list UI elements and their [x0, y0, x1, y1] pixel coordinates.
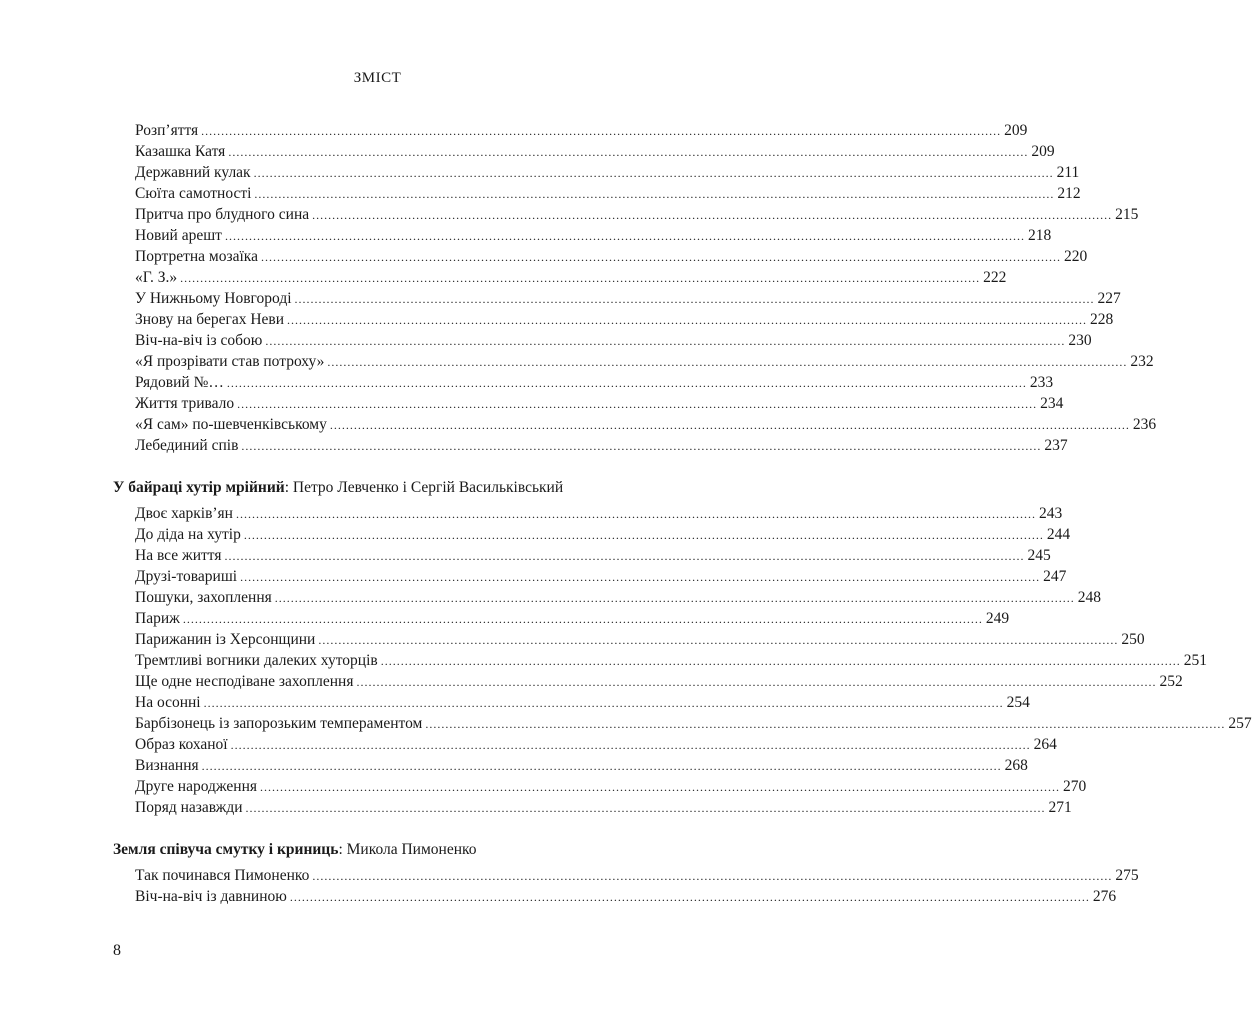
toc-entry-page: 230 [1068, 332, 1092, 349]
toc-entry [135, 503, 1063, 524]
toc-entry-page: 252 [1159, 673, 1183, 690]
toc-entry [135, 351, 1154, 372]
toc-entry-title: Так починався Пимоненко [135, 867, 310, 884]
toc-entry [135, 288, 1121, 309]
toc-entry-title: До діда на хутір [135, 526, 241, 543]
dot-leader: ........................................................................................................................................................................................................ [237, 397, 1038, 411]
toc-entry-list [135, 865, 1139, 907]
toc-entry [135, 755, 1028, 776]
toc-entry-title: Розп’яття [135, 122, 199, 139]
toc-entry-page: 249 [985, 610, 1010, 627]
toc-entry [135, 162, 1080, 183]
toc-entry [135, 393, 1064, 414]
toc-entry-title: Знову на берегах Неви [135, 311, 285, 328]
dot-leader: ........................................................................................................................................................................................................ [245, 801, 1046, 815]
dot-leader: ........................................................................................................................................................................................................ [294, 292, 1095, 306]
toc-entry-page: 257 [1228, 715, 1252, 732]
dot-leader: ........................................................................................................................................................................................................ [224, 549, 1025, 563]
dot-leader: ........................................................................................................................................................................................................ [235, 507, 1036, 521]
toc-entry-page: 270 [1063, 778, 1087, 795]
dot-leader: ........................................................................................................................................................................................................ [180, 271, 981, 285]
toc-entry-title: «Я прозрівати став потроху» [135, 353, 325, 370]
toc-entry-title: Парижанин із Херсонщини [135, 631, 316, 648]
toc-entry-title: «Я сам» по-шевченківському [135, 416, 327, 433]
toc-entry-title: Портретна мозаїка [135, 248, 258, 265]
dot-leader: ........................................................................................................................................................................................................ [230, 738, 1031, 752]
toc-entry-title: Двоє харків’ян [135, 505, 233, 522]
toc-entry-title: На все життя [135, 547, 222, 564]
dot-leader: ........................................................................................................................................................................................................ [289, 890, 1090, 904]
toc-entry [135, 372, 1054, 393]
toc-entry [135, 524, 1071, 545]
dot-leader: ........................................................................................................................................................................................................ [201, 124, 1002, 138]
toc-entry-title: Образ коханої [135, 736, 228, 753]
toc-entry [135, 692, 1030, 713]
dot-leader: ........................................................................................................................................................................................................ [254, 187, 1055, 201]
dot-leader: ........................................................................................................................................................................................................ [182, 612, 983, 626]
toc-entry-page: 271 [1048, 799, 1072, 816]
toc-entry [135, 797, 1072, 818]
toc-entry-title: Віч-на-віч із давниною [135, 888, 287, 905]
toc-section [113, 477, 1252, 818]
toc-entry-page: 237 [1044, 437, 1068, 454]
dot-leader: ........................................................................................................................................................................................................ [224, 229, 1025, 243]
toc-entry [135, 865, 1139, 886]
toc-entry-page: 243 [1038, 505, 1063, 522]
toc-entry-page: 234 [1040, 395, 1064, 412]
toc-entry-page: 251 [1183, 652, 1207, 669]
toc-entry [135, 330, 1092, 351]
dot-leader: ........................................................................................................................................................................................................ [356, 675, 1157, 689]
toc-entry-title: Ще одне несподіване захоплення [135, 673, 354, 690]
toc-entry [135, 734, 1057, 755]
toc-entry [135, 566, 1067, 587]
toc-entry-title: Поряд назавжди [135, 799, 243, 816]
toc-entry-page: 276 [1092, 888, 1117, 905]
dot-leader: ........................................................................................................................................................................................................ [228, 145, 1029, 159]
toc-entry-title: Париж [135, 610, 180, 627]
dot-leader: ........................................................................................................................................................................................................ [260, 250, 1061, 264]
toc-section [113, 839, 1139, 907]
dot-leader: ........................................................................................................................................................................................................ [274, 591, 1075, 605]
toc-entry-title: На осонні [135, 694, 201, 711]
toc-entry [135, 183, 1081, 204]
toc-entry-page: 236 [1132, 416, 1157, 433]
section-heading-bold: У байраці хутір мрійний [113, 479, 285, 496]
toc-entry-title: Рядовий №… [135, 374, 224, 391]
dot-leader: ........................................................................................................................................................................................................ [265, 334, 1066, 348]
toc-entry-title: Життя тривало [135, 395, 235, 412]
toc-entry [135, 414, 1157, 435]
dot-leader: ........................................................................................................................................................................................................ [226, 376, 1027, 390]
toc-entry-page: 228 [1090, 311, 1114, 328]
section-heading [113, 477, 633, 498]
toc-entry-page: 222 [983, 269, 1007, 286]
dot-leader: ........................................................................................................................................................................................................ [203, 696, 1004, 710]
toc-entry-title: Віч-на-віч із собою [135, 332, 263, 349]
toc-entry-title: «Г. З.» [135, 269, 178, 286]
toc-entry-title: Лебединий спів [135, 437, 239, 454]
toc-entry [135, 608, 1010, 629]
toc-entry-title: Друзі-товариші [135, 568, 238, 585]
page-number: 8 [113, 942, 121, 959]
toc-entry-page: 275 [1115, 867, 1139, 884]
toc-entry-page: 254 [1006, 694, 1030, 711]
toc-entry-page: 211 [1056, 164, 1080, 181]
toc-entry-title: Сюїта самотності [135, 185, 252, 202]
toc-entry-title: Визнання [135, 757, 199, 774]
dot-leader: ........................................................................................................................................................................................................ [327, 355, 1128, 369]
toc-entry-page: 232 [1130, 353, 1154, 370]
dot-leader: ........................................................................................................................................................................................................ [243, 528, 1044, 542]
toc-entry-list [135, 503, 1252, 818]
dot-leader: ........................................................................................................................................................................................................ [287, 313, 1088, 327]
dot-leader: ........................................................................................................................................................................................................ [425, 717, 1226, 731]
toc-entry [135, 141, 1055, 162]
dot-leader: ........................................................................................................................................................................................................ [241, 439, 1042, 453]
toc-entry-page: 215 [1115, 206, 1139, 223]
toc-entry [135, 776, 1087, 797]
toc-entry [135, 225, 1052, 246]
section-heading-bold: Земля співуча смутку і криниць [113, 841, 339, 858]
dot-leader: ........................................................................................................................................................................................................ [329, 418, 1130, 432]
dot-leader: ........................................................................................................................................................................................................ [380, 654, 1181, 668]
toc-entry [135, 204, 1139, 225]
dot-leader: ........................................................................................................................................................................................................ [312, 208, 1113, 222]
toc-entry [135, 309, 1114, 330]
toc-entry-title: Новий арешт [135, 227, 222, 244]
toc-entry-page: 220 [1063, 248, 1088, 265]
toc-entry-page: 218 [1027, 227, 1052, 244]
dot-leader: ........................................................................................................................................................................................................ [312, 869, 1113, 883]
toc-entry-title: Друге народження [135, 778, 257, 795]
toc-entry [135, 650, 1207, 671]
toc-entry [135, 713, 1252, 734]
toc-entry-title: У Нижньому Новгороді [135, 290, 292, 307]
toc-entry [135, 629, 1145, 650]
toc-entry-page: 248 [1077, 589, 1101, 606]
toc-entry [135, 587, 1101, 608]
dot-leader: ........................................................................................................................................................................................................ [253, 166, 1054, 180]
toc-entry-page: 264 [1033, 736, 1057, 753]
toc-entry [135, 886, 1117, 907]
section-heading-rest: : Микола Пимоненко [338, 841, 477, 858]
toc-entry-page: 244 [1046, 526, 1071, 543]
toc-entry-title: Казашка Катя [135, 143, 226, 160]
toc-entry-page: 209 [1004, 122, 1028, 139]
toc-entry [135, 120, 1028, 141]
toc-entry-page: 233 [1029, 374, 1054, 391]
toc-entry-title: Державний кулак [135, 164, 251, 181]
toc-entry-title: Барбізонець із запорозьким темпераментом [135, 715, 423, 732]
toc-entry-title: Тремтливі вогники далеких хуторців [135, 652, 378, 669]
toc-entry-page: 227 [1097, 290, 1121, 307]
toc-entry-title: Пошуки, захоплення [135, 589, 272, 606]
dot-leader: ........................................................................................................................................................................................................ [240, 570, 1041, 584]
toc-entry-page: 209 [1031, 143, 1055, 160]
toc-entry-page: 212 [1057, 185, 1081, 202]
toc-entry-list [135, 120, 1157, 456]
page-title: ЗМІСТ [353, 70, 402, 86]
toc-entry-page: 245 [1027, 547, 1051, 564]
toc-entry [135, 246, 1088, 267]
toc-entry-page: 268 [1004, 757, 1028, 774]
toc-entry [135, 435, 1068, 456]
section-heading [113, 839, 633, 860]
dot-leader: ........................................................................................................................................................................................................ [318, 633, 1119, 647]
toc-entry-page: 250 [1121, 631, 1145, 648]
toc-section [113, 120, 1157, 456]
dot-leader: ........................................................................................................................................................................................................ [201, 759, 1002, 773]
toc-entry-page: 247 [1043, 568, 1067, 585]
toc-entry [135, 671, 1183, 692]
section-heading-rest: : Петро Левченко і Сергій Васильківський [284, 479, 564, 496]
toc-entry-title: Притча про блудного сина [135, 206, 310, 223]
dot-leader: ........................................................................................................................................................................................................ [260, 780, 1060, 794]
toc-entry [135, 545, 1051, 566]
toc-entry [135, 267, 1007, 288]
